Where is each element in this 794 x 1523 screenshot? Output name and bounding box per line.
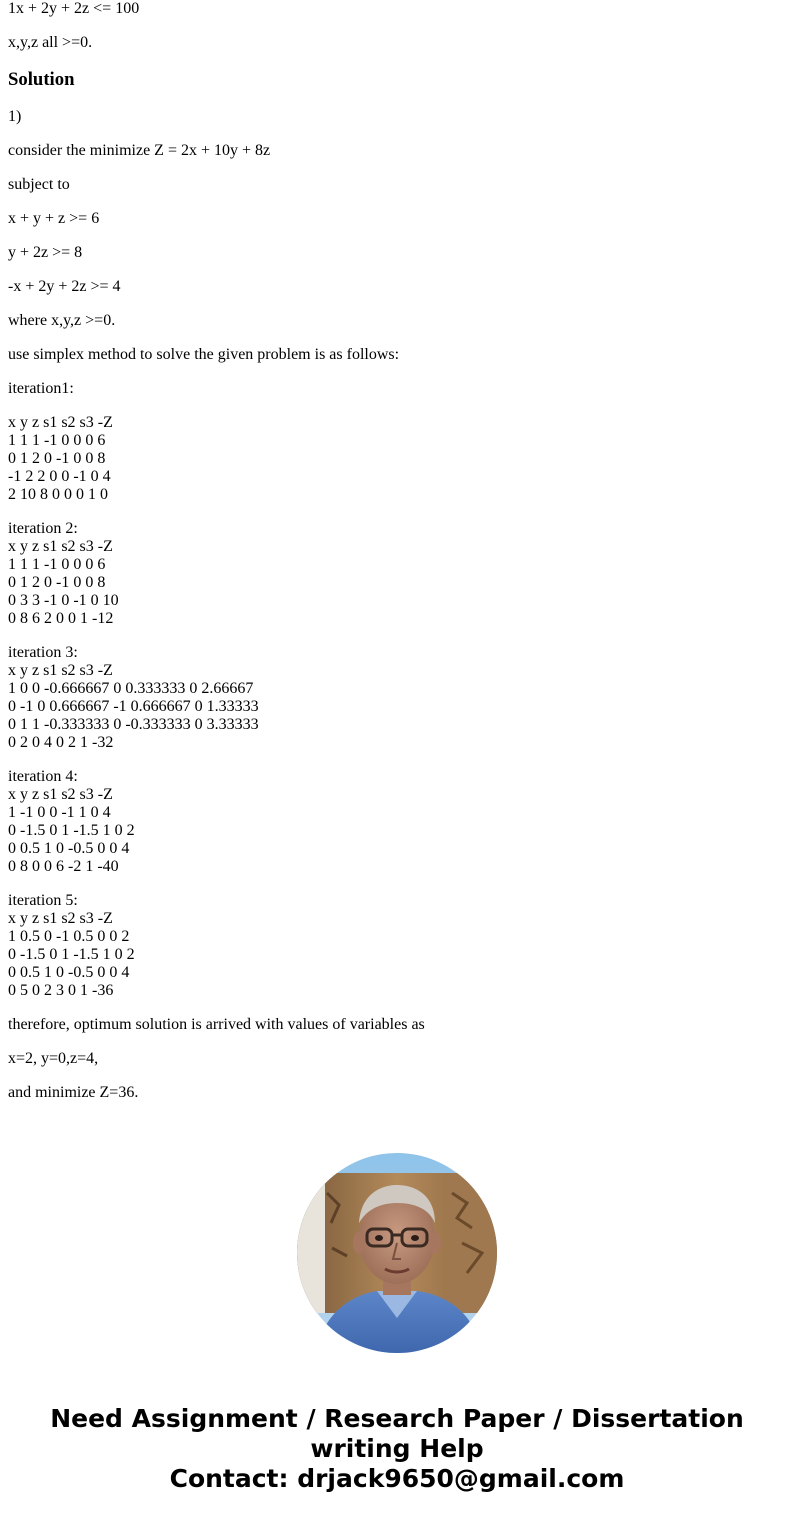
banner-line-1: Need Assignment / Research Paper / Dissertation	[50, 1404, 744, 1433]
promo-banner	[0, 1404, 794, 1494]
constraint-line: 1x + 2y + 2z <= 100	[8, 0, 140, 17]
tableau-row: 0 -1.5 0 1 -1.5 1 0 2	[8, 946, 135, 963]
tableau-row: -1 2 2 0 0 -1 0 4	[8, 468, 111, 485]
constraint-2: y + 2z >= 8	[8, 244, 83, 261]
part-label: 1)	[8, 108, 22, 125]
tableau-row: 1 1 1 -1 0 0 0 6	[8, 556, 106, 573]
tableau-row: 0 -1.5 0 1 -1.5 1 0 2	[8, 822, 135, 839]
tableau-row: 1 1 1 -1 0 0 0 6	[8, 432, 106, 449]
tableau-row: 0 1 1 -0.333333 0 -0.333333 0 3.33333	[8, 716, 259, 733]
tableau-row: 0 5 0 2 3 0 1 -36	[8, 982, 114, 999]
tableau-row: 0 1 2 0 -1 0 0 8	[8, 574, 106, 591]
simplex-tableau	[8, 768, 786, 876]
solution-heading: Solution	[8, 69, 75, 90]
constraint-3: -x + 2y + 2z >= 4	[8, 278, 121, 295]
iteration-label: iteration 2:	[8, 520, 78, 537]
tableau-row: x y z s1 s2 s3 -Z	[8, 538, 113, 555]
objective-function: consider the minimize Z = 2x + 10y + 8z	[8, 142, 271, 159]
iteration-label: iteration 5:	[8, 892, 78, 909]
subject-to-label: subject to	[8, 176, 70, 193]
tableau-row: 1 -1 0 0 -1 1 0 4	[8, 804, 111, 821]
author-avatar	[297, 1153, 497, 1353]
tableau-row: 0 3 3 -1 0 -1 0 10	[8, 592, 119, 609]
tableau-row: 2 10 8 0 0 0 1 0	[8, 486, 108, 503]
optimal-result: and minimize Z=36.	[8, 1084, 139, 1101]
nonnegativity-condition: where x,y,z >=0.	[8, 312, 116, 329]
constraint-1: x + y + z >= 6	[8, 210, 100, 227]
method-statement: use simplex method to solve the given problem is as follows:	[8, 346, 400, 363]
iteration-label: iteration 4:	[8, 768, 78, 785]
iteration-label: iteration1:	[8, 380, 74, 397]
tableau-row: x y z s1 s2 s3 -Z	[8, 414, 113, 431]
tableau-row: 0 1 2 0 -1 0 0 8	[8, 450, 106, 467]
tableau-row: 0 8 6 2 0 0 1 -12	[8, 610, 114, 627]
simplex-tableau	[8, 414, 786, 504]
tableau-row: 1 0.5 0 -1 0.5 0 0 2	[8, 928, 130, 945]
tableau-row: x y z s1 s2 s3 -Z	[8, 786, 113, 803]
solution-document	[8, 0, 786, 1102]
simplex-tableau	[8, 644, 786, 752]
tableau-row: 0 -1 0 0.666667 -1 0.666667 0 1.33333	[8, 698, 259, 715]
banner-line-2: writing Help	[310, 1434, 484, 1463]
simplex-tableau	[8, 892, 786, 1000]
tableau-row: x y z s1 s2 s3 -Z	[8, 910, 113, 927]
tableau-row: 0 0.5 1 0 -0.5 0 0 4	[8, 840, 130, 857]
tableau-row: 0 8 0 0 6 -2 1 -40	[8, 858, 119, 875]
author-portrait-icon	[297, 1153, 497, 1353]
tableau-row: 0 2 0 4 0 2 1 -32	[8, 734, 114, 751]
simplex-tableau	[8, 520, 786, 628]
tableau-row: 1 0 0 -0.666667 0 0.333333 0 2.66667	[8, 680, 254, 697]
iteration-label: iteration 3:	[8, 644, 78, 661]
tableau-row: x y z s1 s2 s3 -Z	[8, 662, 113, 679]
banner-contact: Contact: drjack9650@gmail.com	[169, 1464, 625, 1493]
optimal-values: x=2, y=0,z=4,	[8, 1050, 99, 1067]
conclusion-statement: therefore, optimum solution is arrived with values of variables as	[8, 1016, 425, 1033]
tableau-row: 0 0.5 1 0 -0.5 0 0 4	[8, 964, 130, 981]
nonnegativity-line: x,y,z all >=0.	[8, 34, 93, 51]
